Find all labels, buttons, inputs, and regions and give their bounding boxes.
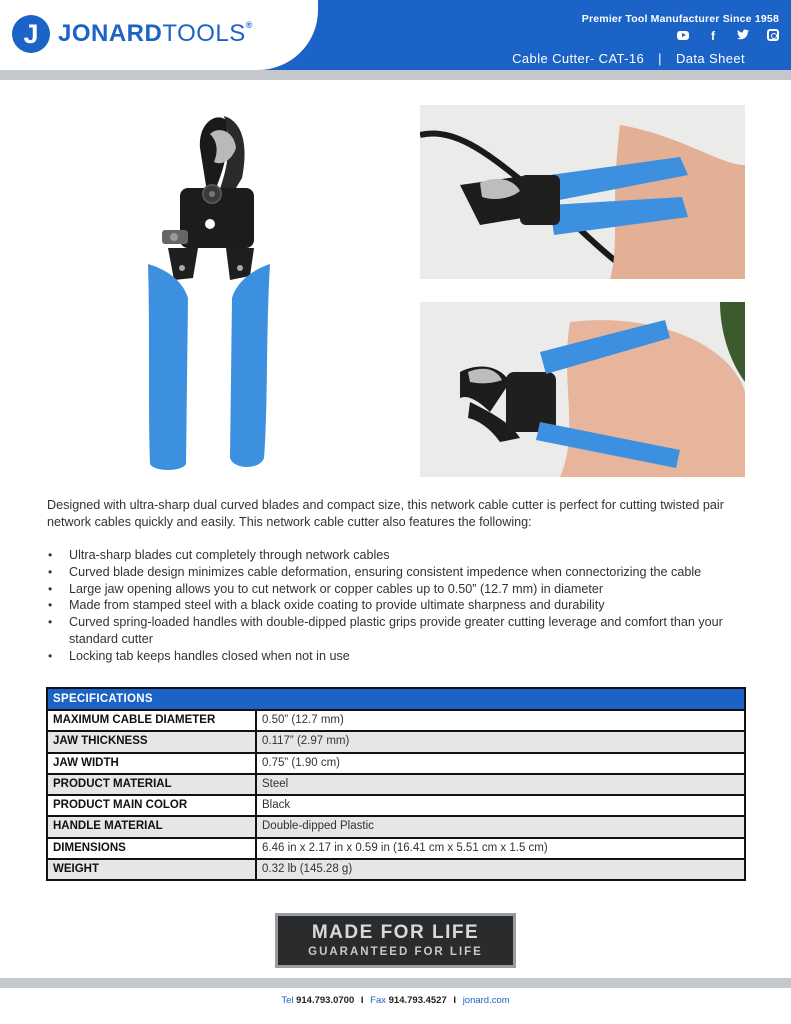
brand-light: TOOLS [162,20,246,47]
spec-label: JAW THICKNESS [48,732,257,751]
spec-label: DIMENSIONS [48,839,257,858]
spec-label: MAXIMUM CABLE DIAMETER [48,711,257,730]
brand-bold: JONARD [58,20,163,47]
jonard-logo[interactable] [12,15,253,53]
table-row [48,709,744,730]
tagline: Premier Tool Manufacturer Since 1958 [581,13,779,25]
product-image-cable-cutter [138,108,288,474]
spec-value: Steel [262,777,289,790]
trademark: ® [245,20,253,30]
document-title [512,51,745,66]
doc-type: Data Sheet [675,51,745,66]
header-divider [0,70,791,80]
spec-value: 0.75” (1.90 cm) [262,756,340,769]
spec-value: 6.46 in x 2.17 in x 0.59 in (16.41 cm x 5.51 cm x 1.5 cm) [262,841,548,854]
table-row [48,815,744,836]
spec-value: 0.32 lb (145.28 g) [262,863,353,876]
spec-value: 0.50” (12.7 mm) [262,714,344,726]
facebook-icon[interactable]: f [711,29,715,43]
footer-divider [0,978,791,988]
spec-rows [48,709,744,879]
logo-mark: J [12,15,50,53]
footer-separator: I [453,995,457,1006]
feature-item: • Curved blade design minimizes cable deformation, ensuring consistent impedence when connectorizing the cable [47,564,757,581]
title-separator: | [658,51,662,66]
spec-label: HANDLE MATERIAL [48,817,257,836]
spec-label: JAW WIDTH [48,754,257,773]
social-links [677,29,779,43]
table-row [48,837,744,858]
youtube-icon[interactable] [677,31,689,40]
product-description: Designed with ultra-sharp dual curved blades and compact size, this network cable cutter is perfect for cutting twisted pair network cables quickly and easily. This network cable cutter also features the following: [47,498,724,529]
feature-item: • Large jaw opening allows you to cut network or copper cables up to 0.50” (12.7 mm) in diameter [47,581,757,598]
spec-label: WEIGHT [48,860,257,879]
twitter-icon[interactable] [737,29,749,43]
feature-list [47,547,757,665]
specifications-table [46,687,746,881]
badge-line-2: GUARANTEED FOR LIFE [308,946,483,958]
table-row [48,858,744,879]
footer-separator: I [360,995,364,1006]
table-row [48,794,744,815]
table-row [48,730,744,751]
spec-value: Double-dipped Plastic [262,820,374,833]
product-title: Cable Cutter- CAT-16 [512,51,645,66]
spec-value: Black [262,799,291,812]
spec-label: PRODUCT MAIN COLOR [48,796,257,815]
made-for-life-badge [275,913,516,968]
website-link[interactable]: jonard.com [462,995,510,1006]
fax-number: 914.793.4527 [388,995,447,1006]
instagram-icon[interactable] [767,29,779,41]
spec-value: 0.117” (2.97 mm) [262,735,350,748]
photo-hand-holding-cutter-open [420,302,745,477]
badge-line-1: MADE FOR LIFE [311,922,480,943]
feature-item: • Locking tab keeps handles closed when not in use [47,648,757,665]
specifications-heading: SPECIFICATIONS [48,689,744,709]
spec-label: PRODUCT MATERIAL [48,775,257,794]
table-row [48,752,744,773]
feature-item: • Made from stamped steel with a black oxide coating to provide ultimate sharpness and durability [47,597,757,614]
photo-hand-holding-cutter-closed [420,105,745,279]
feature-item: • Curved spring-loaded handles with double-dipped plastic grips provide greater cutting leverage and comfort than your standard cutter [47,614,757,648]
table-row [48,773,744,794]
logo-wordmark [58,20,253,48]
tel-number[interactable]: 914.793.0700 [296,995,355,1006]
feature-item: • Ultra-sharp blades cut completely through network cables [47,547,757,564]
tel-label: Tel [281,995,294,1006]
fax-label: Fax [370,995,386,1006]
footer-contact [0,995,791,1006]
